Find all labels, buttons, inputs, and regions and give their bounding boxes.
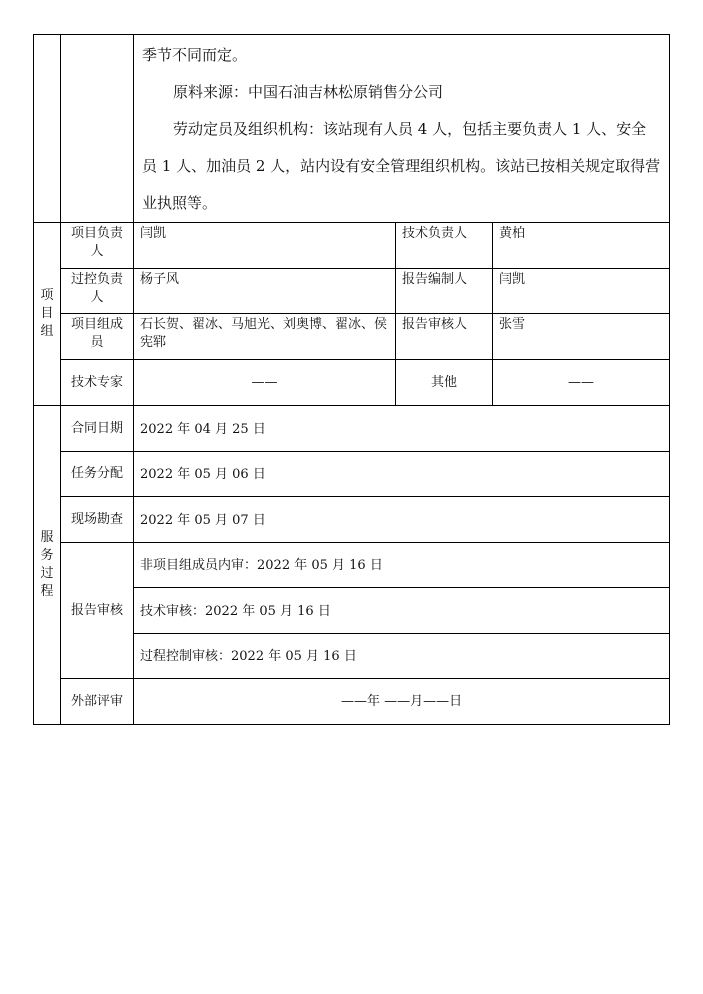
contract-date-value: 2022 年 04 月 25 日 [134,406,670,452]
report-author-value: 闫凯 [493,269,670,314]
report-reviewer-value: 张雪 [493,314,670,360]
intro-blank-cell-1 [34,35,61,223]
contract-date-label: 合同日期 [61,406,134,452]
other-label: 其他 [396,360,493,406]
task-assign-value: 2022 年 05 月 06 日 [134,452,670,497]
intro-line-1: 季节不同而定。 [142,46,248,64]
project-members-label: 项目组成员 [61,314,134,360]
service-process-label: 服务过程 [34,406,61,725]
intro-blank-cell-2 [61,35,134,223]
report-review-label: 报告审核 [61,543,134,679]
report-author-label: 报告编制人 [396,269,493,314]
report-info-table [33,34,670,725]
task-assign-label: 任务分配 [61,452,134,497]
site-survey-label: 现场勘查 [61,497,134,543]
external-review-value: ——年 ——月——日 [134,679,670,725]
technical-expert-value: —— [134,360,396,406]
raw-material-source: 原料来源：中国石油吉林松原销售分公司 [173,83,444,101]
process-control-leader-label: 过控负责人 [61,269,134,314]
staffing-organization: 劳动定员及组织机构：该站现有人员 4 人，包括主要负责人 1 人、安全员 1 人、加油员 2 人，站内设有安全管理组织机构。该站已按相关规定取得营业执照等。 [142,120,661,212]
technical-expert-label: 技术专家 [61,360,134,406]
project-leader-value: 闫凯 [134,223,396,269]
process-control-leader-value: 杨子风 [134,269,396,314]
external-review-label: 外部评审 [61,679,134,725]
site-survey-value: 2022 年 05 月 07 日 [134,497,670,543]
process-control-review-value: 过程控制审核：2022 年 05 月 16 日 [134,634,670,679]
report-reviewer-label: 报告审核人 [396,314,493,360]
other-value: —— [493,360,670,406]
project-leader-label: 项目负责人 [61,223,134,269]
internal-review-value: 非项目组成员内审：2022 年 05 月 16 日 [134,543,670,588]
technical-leader-value: 黄柏 [493,223,670,269]
technical-review-value: 技术审核：2022 年 05 月 16 日 [134,588,670,634]
technical-leader-label: 技术负责人 [396,223,493,269]
project-group-label: 项目组 [34,223,61,406]
intro-text-block [134,35,670,223]
project-members-value: 石长贺、翟冰、马旭光、刘奥博、翟冰、侯宪郓 [134,314,396,360]
